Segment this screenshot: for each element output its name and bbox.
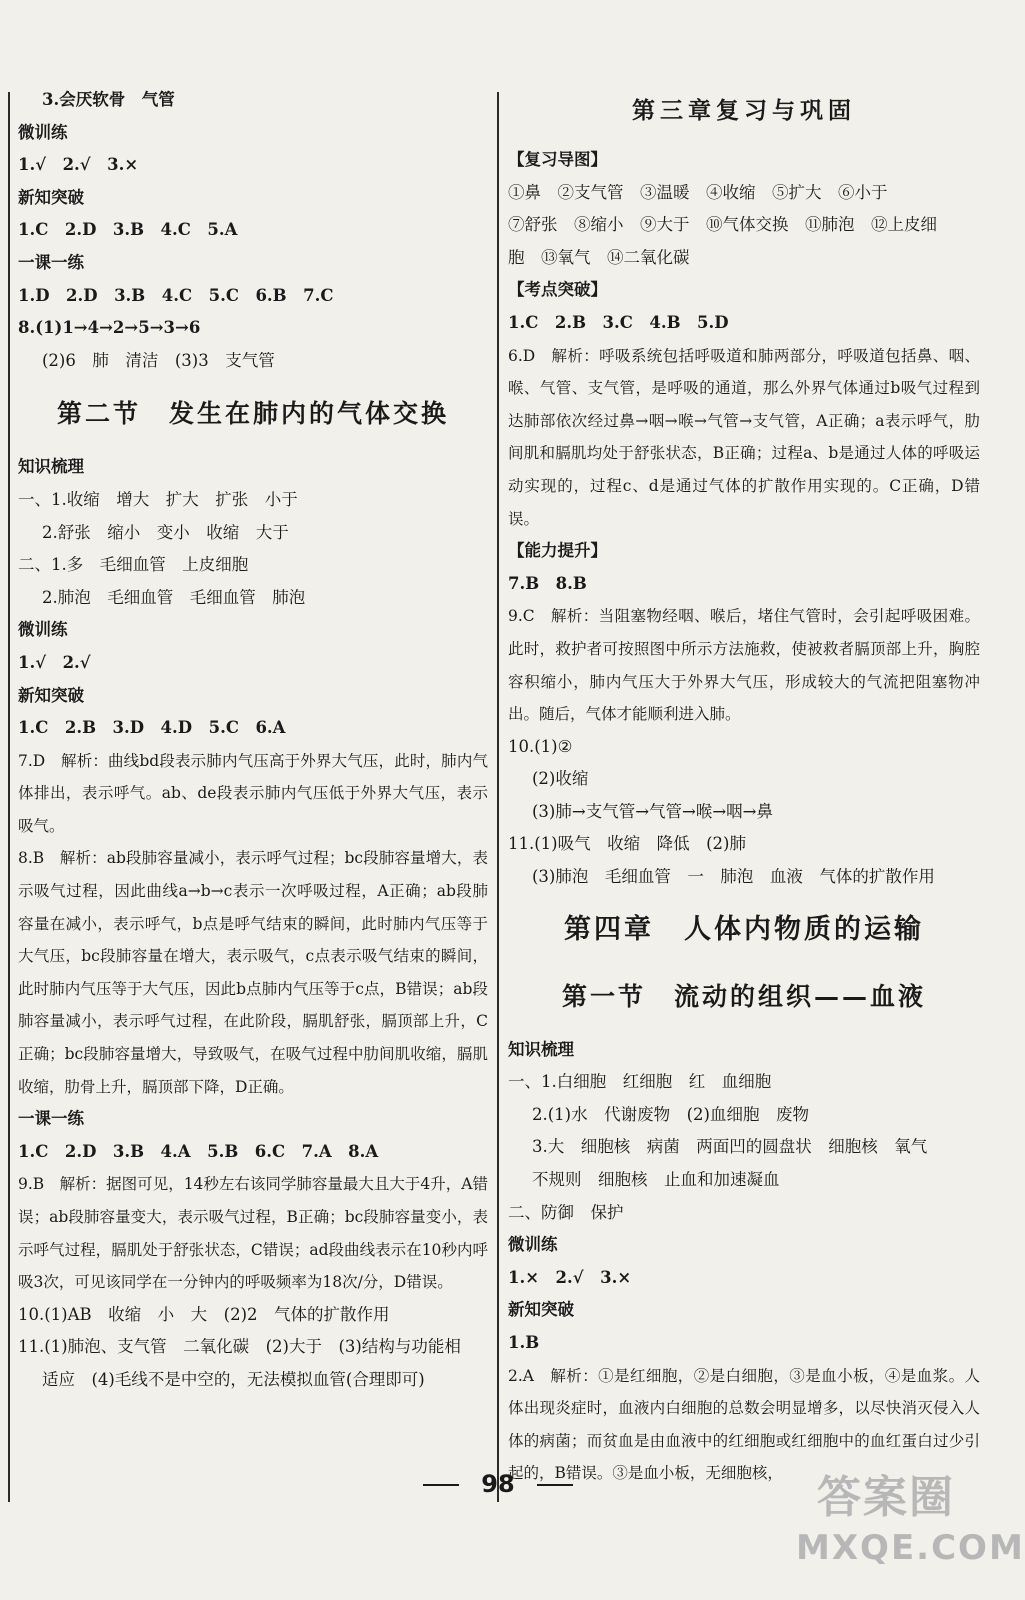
explanation-paragraph: 9.B 解析：据图可见，14秒左右该同学肺容量最大且大于4升，A错误；ab段肺容量变大，表示吸气过程，B正确；bc段肺容量变小，表示呼气过程，膈肌处于舒张状态，C错误；ad段曲线表示在10秒内呼吸3次，可见该同学在一分钟内的呼吸频率为18次/分，D错误。 xyxy=(18,1175,488,1292)
answer-line: 适应 (4)毛线不是中空的，无法模拟血管(合理即可) xyxy=(42,1369,425,1389)
explanation-paragraph: 2.A 解析：①是红细胞，②是白细胞，③是血小板，④是血浆。人体出现炎症时，血液内白细胞的总数会明显增多，以尽快消灭侵入人体的病菌；而贫血是由血液中的红细胞或红细胞中的血红蛋白过少引起的，B错误。③是血小板，无细胞核， xyxy=(508,1366,980,1483)
chapter-review-title: 第三章复习与巩固 xyxy=(632,97,856,124)
answer-line: 一、1.白细胞 红细胞 红 血细胞 xyxy=(508,1072,772,1092)
subheading-fuxidaotu: 【复习导图】 xyxy=(508,150,607,169)
answer-line: 3.大 细胞核 病菌 两面凹的圆盘状 细胞核 氧气 xyxy=(532,1137,928,1157)
right-column xyxy=(508,84,980,1490)
subheading-zhishishuli: 知识梳理 xyxy=(508,1039,574,1059)
explanation-paragraph: 9.C 解析：当阻塞物经咽、喉后，堵住气管时，会引起呼吸困难。此时，救护者可按照图中所示方法施救，使被救者膈顶部上升，胸腔容积缩小，肺内气压大于外界大气压，形成较大的气流把阻塞物冲出。随后，气体才能顺利进入肺。 xyxy=(508,607,980,724)
answer-line: 1.D 2.D 3.B 4.C 5.C 6.B 7.C xyxy=(18,285,334,305)
subheading-nenglitisheng: 【能力提升】 xyxy=(508,541,607,561)
answer-line: 11.(1)肺泡、支气管 二氧化碳 (2)大于 (3)结构与功能相 xyxy=(18,1337,461,1357)
answer-line: 二、1.多 毛细血管 上皮细胞 xyxy=(18,555,249,575)
answer-line: 不规则 细胞核 止血和加速凝血 xyxy=(532,1170,780,1190)
answer-line: 1.B xyxy=(508,1333,540,1352)
answer-line: 1.√ 2.√ xyxy=(18,652,91,672)
answer-line: 1.C 2.B 3.C 4.B 5.D xyxy=(508,312,729,332)
answer-line: (3)肺→支气管→气管→喉→咽→鼻 xyxy=(532,801,773,821)
page-number-dash-right xyxy=(537,1484,573,1486)
subheading-weixunlian: 微训练 xyxy=(508,1235,558,1255)
answer-line: (3)肺泡 毛细血管 一 肺泡 血液 气体的扩散作用 xyxy=(532,867,935,887)
answer-line: 10.(1)② xyxy=(508,736,573,756)
answer-line: 7.B 8.B xyxy=(508,573,587,593)
subheading-xinzhitupo: 新知突破 xyxy=(18,187,84,207)
answer-line: (2)收缩 xyxy=(532,769,589,789)
answer-line: 1.√ 2.√ 3.× xyxy=(18,155,139,175)
subheading-yikeyilian: 一课一练 xyxy=(18,1109,84,1129)
answer-line: 1.C 2.B 3.D 4.D 5.C 6.A xyxy=(18,718,286,738)
subheading-xinzhitupo: 新知突破 xyxy=(18,685,84,705)
answer-line: 2.舒张 缩小 变小 收缩 大于 xyxy=(42,522,289,542)
answer-line: 2.肺泡 毛细血管 毛细血管 肺泡 xyxy=(42,587,306,607)
watermark-logo xyxy=(796,1470,1025,1580)
explanation-paragraph: 6.D 解析：呼吸系统包括呼吸道和肺两部分，呼吸道包括鼻、咽、喉、气管、支气管，是呼吸的通道，那么外界气体通过b吸气过程到达肺部依次经过鼻→咽→喉→气管→支气管，A正确；a表示呼气，肋间肌和膈肌均处于舒张状态，B正确；过程a、b是通过人体的呼吸运动实现的，过程c、d是通过气体的扩散作用实现的。C正确，D错误。 xyxy=(508,346,980,528)
subheading-zhishishuli: 知识梳理 xyxy=(18,457,84,477)
left-column xyxy=(18,84,488,1397)
answer-line: 二、防御 保护 xyxy=(508,1202,624,1222)
section-title: 第二节 发生在肺内的气体交换 xyxy=(56,399,449,429)
left-border-rule xyxy=(8,92,10,1502)
explanation-paragraph: 8.B 解析：ab段肺容量减小，表示呼气过程；bc段肺容量增大，表示吸气过程，因此曲线a→b→c表示一次呼吸过程，A正确；ab段肺容量在减小，表示呼气，b点是呼气结束的瞬间，此时肺内气压等于大气压，bc段肺容量在增大，表示吸气，c点表示吸气结束的瞬间，此时肺内气压等于大气压，因此b点肺内气压等于c点，B错误；ab段肺容量减小，表示呼气过程，在此阶段，膈肌舒张，膈顶部上升，C正确；bc段肺容量增大，导致吸气，在吸气过程中肋间肌收缩，膈肌收缩，肋骨上升，膈顶部下降，D正确。 xyxy=(18,849,488,1096)
answer-line: 11.(1)吸气 收缩 降低 (2)肺 xyxy=(508,834,746,854)
answer-line: 8.(1)1→4→2→5→3→6 xyxy=(18,318,201,338)
answer-line: 1.× 2.√ 3.× xyxy=(508,1267,632,1287)
answer-line: 1.C 2.D 3.B 4.C 5.A xyxy=(18,220,238,240)
answer-line: 1.C 2.D 3.B 4.A 5.B 6.C 7.A 8.A xyxy=(18,1141,379,1161)
answer-line: 3.会厌软骨 气管 xyxy=(42,90,175,109)
subheading-weixunlian: 微训练 xyxy=(18,122,68,142)
page-number-text: 98 xyxy=(481,1470,515,1498)
subheading-xinzhitupo: 新知突破 xyxy=(508,1300,574,1320)
answer-line: 10.(1)AB 收缩 小 大 (2)2 气体的扩散作用 xyxy=(18,1304,390,1324)
column-divider xyxy=(497,92,499,1502)
watermark-bottom-text: MXQE.COM xyxy=(796,1528,1025,1568)
chapter-title: 第四章 人体内物质的运输 xyxy=(564,913,924,945)
subheading-kaodiantupo: 【考点突破】 xyxy=(508,280,607,300)
page-number-dash-left xyxy=(423,1484,459,1486)
answer-line: 胞 ⑬氧气 ⑭二氧化碳 xyxy=(508,247,690,267)
answer-line: 一、1.收缩 增大 扩大 扩张 小于 xyxy=(18,489,298,509)
watermark-top-text: 答案圈 xyxy=(817,1472,955,1523)
subheading-yikeyilian: 一课一练 xyxy=(18,252,84,272)
answer-line: (2)6 肺 清洁 (3)3 支气管 xyxy=(42,350,275,370)
answer-line: 2.(1)水 代谢废物 (2)血细胞 废物 xyxy=(532,1104,809,1124)
section-title: 第一节 流动的组织——血液 xyxy=(561,981,926,1011)
subheading-weixunlian: 微训练 xyxy=(18,620,68,640)
explanation-paragraph: 7.D 解析：曲线bd段表示肺内气压高于外界大气压，此时，肺内气体排出，表示呼气。ab、de段表示肺内气压低于外界大气压，表示吸气。 xyxy=(18,751,488,835)
answer-line: ①鼻 ②支气管 ③温暖 ④收缩 ⑤扩大 ⑥小于 xyxy=(508,182,888,202)
answer-line: ⑦舒张 ⑧缩小 ⑨大于 ⑩气体交换 ⑪肺泡 ⑫上皮细 xyxy=(508,215,937,235)
